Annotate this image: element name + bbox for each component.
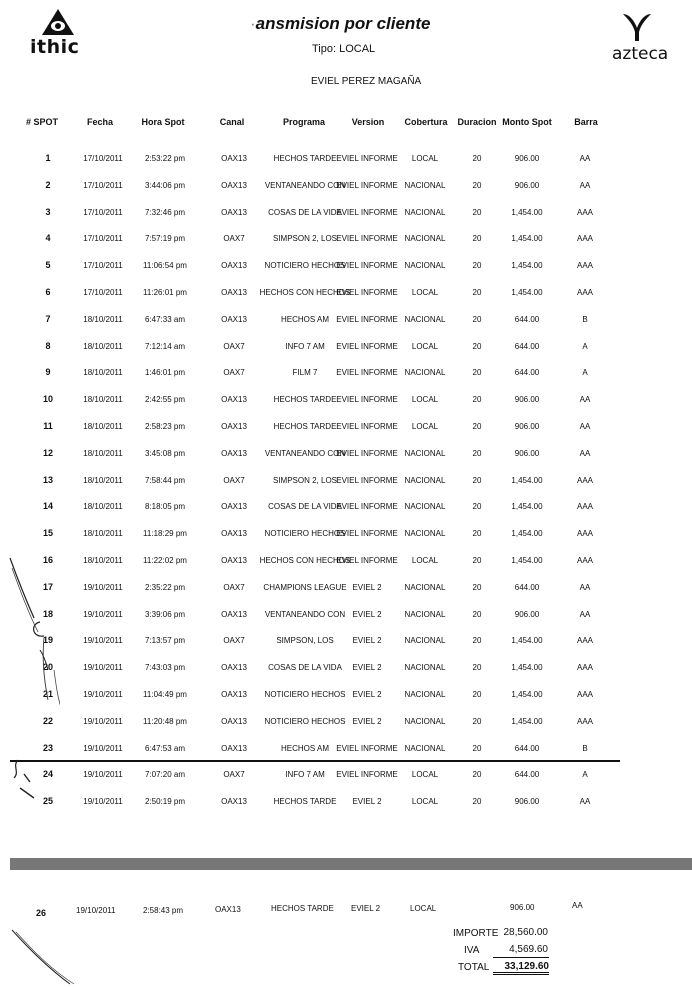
cell-monto: 1,454.00 xyxy=(511,234,543,243)
cell-cobertura: NACIONAL xyxy=(404,529,446,538)
cell-version: EVIEL INFORME xyxy=(336,342,398,351)
cell-n: 9 xyxy=(45,367,51,377)
total-value: 33,129.60 xyxy=(493,961,549,975)
cell-duracion: 20 xyxy=(472,342,482,351)
cell-version: EVIEL INFORME xyxy=(336,154,398,163)
cell-programa: HECHOS TARDE xyxy=(273,395,337,404)
cell-hora: 6:47:53 am xyxy=(144,744,186,753)
cell-duracion: 20 xyxy=(472,690,482,699)
row26-fecha: 19/10/2011 xyxy=(76,906,116,915)
cell-cobertura: LOCAL xyxy=(411,556,439,565)
total-label: TOTAL xyxy=(458,962,490,973)
cell-duracion: 20 xyxy=(472,315,482,324)
cell-monto: 1,454.00 xyxy=(511,556,543,565)
strikethrough-line xyxy=(10,760,620,762)
cell-programa: NOTICIERO HECHOS xyxy=(264,529,346,538)
cell-n: 17 xyxy=(42,582,54,592)
cell-fecha: 18/10/2011 xyxy=(83,422,123,431)
cell-duracion: 20 xyxy=(472,234,482,243)
cell-programa: INFO 7 AM xyxy=(285,770,325,779)
column-header-barra: Barra xyxy=(574,117,598,127)
cell-monto: 906.00 xyxy=(514,610,540,619)
cell-programa: NOTICIERO HECHOS xyxy=(264,717,346,726)
cell-programa: COSAS DE LA VIDA xyxy=(268,663,342,672)
cell-n: 25 xyxy=(42,796,54,806)
cell-version: EVIEL INFORME xyxy=(336,288,398,297)
cell-barra: AAA xyxy=(576,261,594,270)
cell-n: 14 xyxy=(42,501,54,511)
cell-barra: AA xyxy=(579,583,591,592)
cell-fecha: 17/10/2011 xyxy=(83,288,123,297)
cell-duracion: 20 xyxy=(472,476,482,485)
cell-version: EVIEL INFORME xyxy=(336,770,398,779)
cell-programa: CHAMPIONS LEAGUE xyxy=(263,583,347,592)
cell-duracion: 20 xyxy=(472,181,482,190)
cell-fecha: 19/10/2011 xyxy=(83,583,123,592)
cell-programa: HECHOS TARDE xyxy=(273,154,337,163)
azteca-logo-text: azteca xyxy=(612,44,669,64)
cell-n: 21 xyxy=(42,689,54,699)
cell-hora: 7:32:46 pm xyxy=(144,208,186,217)
cell-n: 8 xyxy=(45,341,51,351)
cell-fecha: 19/10/2011 xyxy=(83,744,123,753)
cell-hora: 7:07:20 am xyxy=(144,770,186,779)
cell-version: EVIEL INFORME xyxy=(336,315,398,324)
cell-barra: AAA xyxy=(576,476,594,485)
cell-fecha: 17/10/2011 xyxy=(83,181,123,190)
document-title xyxy=(250,14,450,34)
cell-barra: AAA xyxy=(576,636,594,645)
cell-monto: 1,454.00 xyxy=(511,502,543,511)
cell-monto: 644.00 xyxy=(514,770,540,779)
cell-fecha: 17/10/2011 xyxy=(83,234,123,243)
cell-n: 3 xyxy=(45,207,51,217)
cell-barra: AA xyxy=(579,395,591,404)
cell-hora: 7:58:44 pm xyxy=(144,476,186,485)
cell-programa: NOTICIERO HECHOS xyxy=(264,690,346,699)
subtotal-rule xyxy=(493,957,549,958)
cell-canal: OAX13 xyxy=(221,744,247,753)
cell-programa: HECHOS AM xyxy=(280,315,330,324)
row26-version: EVIEL 2 xyxy=(351,904,381,913)
cell-duracion: 20 xyxy=(472,208,482,217)
cell-version: EVIEL 2 xyxy=(352,636,382,645)
cell-n: 11 xyxy=(43,421,53,431)
cell-duracion: 20 xyxy=(472,583,482,592)
page-break-band xyxy=(10,858,692,870)
cell-version: EVIEL INFORME xyxy=(336,234,398,243)
cell-canal: OAX7 xyxy=(223,476,245,485)
cell-n: 20 xyxy=(42,662,54,672)
cell-hora: 3:44:06 pm xyxy=(144,181,186,190)
cell-programa: HECHOS TARDE xyxy=(273,422,337,431)
cell-cobertura: NACIONAL xyxy=(404,583,446,592)
cell-n: 24 xyxy=(42,769,54,779)
cell-programa: VENTANEANDO CON xyxy=(264,449,346,458)
cell-fecha: 18/10/2011 xyxy=(83,502,123,511)
cell-version: EVIEL 2 xyxy=(352,717,382,726)
cell-fecha: 18/10/2011 xyxy=(83,476,123,485)
cell-canal: OAX13 xyxy=(221,181,247,190)
cell-programa: COSAS DE LA VIDA xyxy=(268,208,342,217)
ithic-logo-icon xyxy=(40,8,76,36)
cell-version: EVIEL 2 xyxy=(352,663,382,672)
ithic-logo-text: ithic xyxy=(30,36,80,58)
cell-monto: 1,454.00 xyxy=(511,208,543,217)
cell-barra: AAA xyxy=(576,529,594,538)
cell-barra: AA xyxy=(579,449,591,458)
cell-hora: 2:35:22 pm xyxy=(144,583,186,592)
cell-hora: 6:47:33 am xyxy=(144,315,186,324)
azteca-logo-icon xyxy=(620,12,654,42)
row26-cobertura: LOCAL xyxy=(410,904,437,913)
client-name: EVIEL PEREZ MAGAÑA xyxy=(311,76,422,87)
importe-label: IMPORTE xyxy=(453,928,499,939)
cell-barra: AAA xyxy=(576,690,594,699)
cell-monto: 1,454.00 xyxy=(511,636,543,645)
iva-value: 4,569.60 xyxy=(509,944,548,955)
column-header-fecha: Fecha xyxy=(86,117,114,127)
cell-monto: 906.00 xyxy=(514,181,540,190)
cell-fecha: 18/10/2011 xyxy=(83,556,123,565)
cell-monto: 906.00 xyxy=(514,422,540,431)
cell-cobertura: NACIONAL xyxy=(404,744,446,753)
cell-hora: 3:39:06 pm xyxy=(144,610,186,619)
cell-fecha: 18/10/2011 xyxy=(83,315,123,324)
cell-version: EVIEL INFORME xyxy=(336,529,398,538)
cell-monto: 1,454.00 xyxy=(511,476,543,485)
cell-cobertura: NACIONAL xyxy=(404,636,446,645)
cell-duracion: 20 xyxy=(472,717,482,726)
cell-n: 12 xyxy=(42,448,54,458)
cell-duracion: 20 xyxy=(472,261,482,270)
cell-programa: INFO 7 AM xyxy=(285,342,325,351)
title-text: ansmision por cliente xyxy=(255,14,431,33)
cell-version: EVIEL INFORME xyxy=(336,368,398,377)
cell-hora: 11:04:49 pm xyxy=(143,690,187,699)
cell-hora: 3:45:08 pm xyxy=(144,449,186,458)
cell-cobertura: NACIONAL xyxy=(404,717,446,726)
cell-version: EVIEL INFORME xyxy=(336,208,398,217)
cell-cobertura: LOCAL xyxy=(411,422,439,431)
cell-hora: 7:13:57 pm xyxy=(144,636,186,645)
cell-version: EVIEL 2 xyxy=(352,583,382,592)
cell-cobertura: LOCAL xyxy=(411,395,439,404)
cell-monto: 906.00 xyxy=(514,449,540,458)
cell-n: 4 xyxy=(45,233,51,243)
cell-hora: 2:58:23 pm xyxy=(144,422,186,431)
cell-programa: VENTANEANDO CON xyxy=(264,181,346,190)
cell-canal: OAX13 xyxy=(221,502,247,511)
cell-barra: AAA xyxy=(576,556,594,565)
cell-duracion: 20 xyxy=(472,422,482,431)
cell-canal: OAX13 xyxy=(221,288,247,297)
cell-n: 1 xyxy=(45,153,51,163)
cell-barra: AA xyxy=(579,797,591,806)
cell-monto: 906.00 xyxy=(514,154,540,163)
row26-programa: HECHOS TARDE xyxy=(271,904,334,913)
importe-value: 28,560.00 xyxy=(503,927,548,938)
cell-barra: A xyxy=(582,342,588,351)
cell-canal: OAX13 xyxy=(221,449,247,458)
cell-canal: OAX7 xyxy=(223,583,245,592)
cell-fecha: 17/10/2011 xyxy=(83,208,123,217)
cell-n: 10 xyxy=(42,394,54,404)
cell-programa: FILM 7 xyxy=(292,368,318,377)
cell-duracion: 20 xyxy=(472,610,482,619)
azteca-logo xyxy=(610,12,670,64)
column-header-canal: Canal xyxy=(219,117,245,127)
cell-monto: 906.00 xyxy=(514,395,540,404)
cell-monto: 644.00 xyxy=(514,368,540,377)
cell-programa: VENTANEANDO CON xyxy=(264,610,346,619)
cell-programa: HECHOS CON HECHOS xyxy=(259,556,351,565)
cell-barra: AAA xyxy=(576,717,594,726)
cell-monto: 644.00 xyxy=(514,315,540,324)
cell-canal: OAX13 xyxy=(221,395,247,404)
cell-barra: AAA xyxy=(576,663,594,672)
cell-version: EVIEL INFORME xyxy=(336,502,398,511)
row26-barra: AA xyxy=(572,901,583,910)
cell-cobertura: NACIONAL xyxy=(404,181,446,190)
cell-barra: B xyxy=(582,744,588,753)
cell-version: EVIEL INFORME xyxy=(336,261,398,270)
cell-n: 13 xyxy=(42,475,54,485)
cell-cobertura: NACIONAL xyxy=(404,449,446,458)
cell-canal: OAX7 xyxy=(223,636,245,645)
cell-cobertura: NACIONAL xyxy=(404,502,446,511)
cell-canal: OAX13 xyxy=(221,717,247,726)
cell-fecha: 17/10/2011 xyxy=(83,261,123,270)
cell-monto: 644.00 xyxy=(514,342,540,351)
row26-spot: 26 xyxy=(36,908,47,918)
column-header-cobertura: Cobertura xyxy=(404,117,448,127)
cell-canal: OAX13 xyxy=(221,797,247,806)
cell-hora: 11:22:02 pm xyxy=(143,556,187,565)
cell-cobertura: NACIONAL xyxy=(404,208,446,217)
cell-fecha: 18/10/2011 xyxy=(83,529,123,538)
cell-barra: AA xyxy=(579,181,591,190)
cell-programa: SIMPSON 2, LOS xyxy=(272,476,338,485)
cell-fecha: 19/10/2011 xyxy=(83,663,123,672)
cell-duracion: 20 xyxy=(472,449,482,458)
cell-monto: 1,454.00 xyxy=(511,717,543,726)
cell-canal: OAX7 xyxy=(223,770,245,779)
cell-version: EVIEL 2 xyxy=(352,610,382,619)
cell-fecha: 18/10/2011 xyxy=(83,342,123,351)
cell-hora: 11:06:54 pm xyxy=(143,261,187,270)
cell-cobertura: NACIONAL xyxy=(404,261,446,270)
cell-n: 19 xyxy=(42,635,54,645)
cell-hora: 2:42:55 pm xyxy=(144,395,186,404)
cell-hora: 2:50:19 pm xyxy=(144,797,186,806)
cell-fecha: 19/10/2011 xyxy=(83,797,123,806)
cell-hora: 11:26:01 pm xyxy=(143,288,187,297)
handwritten-marks xyxy=(0,540,60,840)
row26-hora: 2:58:43 pm xyxy=(143,906,184,915)
handwritten-check xyxy=(0,922,90,987)
cell-fecha: 17/10/2011 xyxy=(83,154,123,163)
cell-hora: 7:57:19 pm xyxy=(144,234,186,243)
cell-monto: 644.00 xyxy=(514,583,540,592)
cell-n: 6 xyxy=(45,287,51,297)
title-cut-fragment: · xyxy=(250,14,256,33)
cell-monto: 1,454.00 xyxy=(511,261,543,270)
cell-programa: NOTICIERO HECHOS xyxy=(264,261,346,270)
cell-n: 16 xyxy=(42,555,54,565)
cell-version: EVIEL INFORME xyxy=(336,476,398,485)
cell-duracion: 20 xyxy=(472,529,482,538)
cell-canal: OAX13 xyxy=(221,208,247,217)
cell-canal: OAX13 xyxy=(221,610,247,619)
cell-cobertura: NACIONAL xyxy=(404,476,446,485)
cell-cobertura: NACIONAL xyxy=(404,315,446,324)
cell-hora: 2:53:22 pm xyxy=(144,154,186,163)
cell-canal: OAX13 xyxy=(221,556,247,565)
cell-programa: HECHOS AM xyxy=(280,744,330,753)
cell-cobertura: LOCAL xyxy=(411,154,439,163)
cell-n: 18 xyxy=(42,609,54,619)
cell-programa: HECHOS TARDE xyxy=(273,797,337,806)
cell-fecha: 19/10/2011 xyxy=(83,610,123,619)
cell-duracion: 20 xyxy=(472,154,482,163)
cell-n: 15 xyxy=(42,528,54,538)
cell-programa: COSAS DE LA VIDA xyxy=(268,502,342,511)
cell-canal: OAX13 xyxy=(221,529,247,538)
cell-duracion: 20 xyxy=(472,288,482,297)
cell-canal: OAX7 xyxy=(223,342,245,351)
cell-barra: B xyxy=(582,315,588,324)
cell-duracion: 20 xyxy=(472,395,482,404)
column-header-version: Version xyxy=(351,117,385,127)
cell-programa: SIMPSON, LOS xyxy=(276,636,334,645)
cell-n: 7 xyxy=(45,314,51,324)
cell-fecha: 18/10/2011 xyxy=(83,395,123,404)
cell-n: 2 xyxy=(45,180,51,190)
cell-canal: OAX13 xyxy=(221,663,247,672)
cell-version: EVIEL 2 xyxy=(352,797,382,806)
cell-version: EVIEL INFORME xyxy=(336,449,398,458)
cell-duracion: 20 xyxy=(472,556,482,565)
column-header-duracion: Duracion xyxy=(457,117,497,127)
cell-canal: OAX7 xyxy=(223,368,245,377)
cell-n: 22 xyxy=(42,716,54,726)
cell-barra: AA xyxy=(579,610,591,619)
cell-monto: 644.00 xyxy=(514,744,540,753)
iva-label: IVA xyxy=(464,945,480,956)
cell-hora: 7:43:03 pm xyxy=(144,663,186,672)
cell-canal: OAX13 xyxy=(221,690,247,699)
cell-cobertura: NACIONAL xyxy=(404,690,446,699)
cell-version: EVIEL INFORME xyxy=(336,422,398,431)
cell-fecha: 19/10/2011 xyxy=(83,770,123,779)
cell-canal: OAX13 xyxy=(221,261,247,270)
cell-programa: SIMPSON 2, LOS xyxy=(272,234,338,243)
cell-hora: 7:12:14 am xyxy=(144,342,186,351)
ithic-logo xyxy=(30,8,90,60)
cell-version: EVIEL INFORME xyxy=(336,556,398,565)
cell-fecha: 18/10/2011 xyxy=(83,449,123,458)
cell-cobertura: LOCAL xyxy=(411,342,439,351)
type-line: Tipo: LOCAL xyxy=(312,43,376,55)
cell-canal: OAX13 xyxy=(221,422,247,431)
cell-barra: A xyxy=(582,368,588,377)
cell-duracion: 20 xyxy=(472,797,482,806)
cell-hora: 1:46:01 pm xyxy=(144,368,186,377)
cell-monto: 1,454.00 xyxy=(511,288,543,297)
cell-programa: HECHOS CON HECHOS xyxy=(259,288,351,297)
cell-monto: 1,454.00 xyxy=(511,529,543,538)
row26-monto: 906.00 xyxy=(510,903,535,912)
cell-version: EVIEL INFORME xyxy=(336,744,398,753)
cell-cobertura: NACIONAL xyxy=(404,368,446,377)
cell-duracion: 20 xyxy=(472,636,482,645)
cell-hora: 11:18:29 pm xyxy=(143,529,187,538)
cell-canal: OAX7 xyxy=(223,234,245,243)
cell-cobertura: NACIONAL xyxy=(404,663,446,672)
cell-hora: 8:18:05 pm xyxy=(144,502,186,511)
cell-canal: OAX13 xyxy=(221,315,247,324)
cell-version: EVIEL 2 xyxy=(352,690,382,699)
cell-barra: AAA xyxy=(576,288,594,297)
column-header-monto: Monto Spot xyxy=(502,117,552,127)
cell-monto: 1,454.00 xyxy=(511,690,543,699)
cell-hora: 11:20:48 pm xyxy=(143,717,187,726)
cell-cobertura: LOCAL xyxy=(411,770,439,779)
cell-monto: 1,454.00 xyxy=(511,663,543,672)
cell-cobertura: NACIONAL xyxy=(404,234,446,243)
cell-barra: AAA xyxy=(576,502,594,511)
cell-cobertura: LOCAL xyxy=(411,797,439,806)
column-header-spot: # SPOT xyxy=(25,117,59,127)
cell-cobertura: LOCAL xyxy=(411,288,439,297)
cell-monto: 906.00 xyxy=(514,797,540,806)
row26-canal: OAX13 xyxy=(215,905,241,914)
cell-cobertura: NACIONAL xyxy=(404,610,446,619)
cell-fecha: 19/10/2011 xyxy=(83,717,123,726)
cell-version: EVIEL INFORME xyxy=(336,181,398,190)
cell-barra: AAA xyxy=(576,208,594,217)
cell-barra: AAA xyxy=(576,234,594,243)
cell-fecha: 19/10/2011 xyxy=(83,636,123,645)
cell-barra: AA xyxy=(579,422,591,431)
cell-n: 5 xyxy=(45,260,51,270)
cell-duracion: 20 xyxy=(472,502,482,511)
cell-duracion: 20 xyxy=(472,663,482,672)
cell-barra: A xyxy=(582,770,588,779)
cell-fecha: 18/10/2011 xyxy=(83,368,123,377)
column-header-programa: Programa xyxy=(282,117,326,127)
cell-duracion: 20 xyxy=(472,744,482,753)
cell-n: 23 xyxy=(42,743,54,753)
cell-version: EVIEL INFORME xyxy=(336,395,398,404)
cell-barra: AA xyxy=(579,154,591,163)
cell-fecha: 19/10/2011 xyxy=(83,690,123,699)
column-header-hora: Hora Spot xyxy=(141,117,185,127)
cell-duracion: 20 xyxy=(472,368,482,377)
cell-duracion: 20 xyxy=(472,770,482,779)
cell-canal: OAX13 xyxy=(221,154,247,163)
